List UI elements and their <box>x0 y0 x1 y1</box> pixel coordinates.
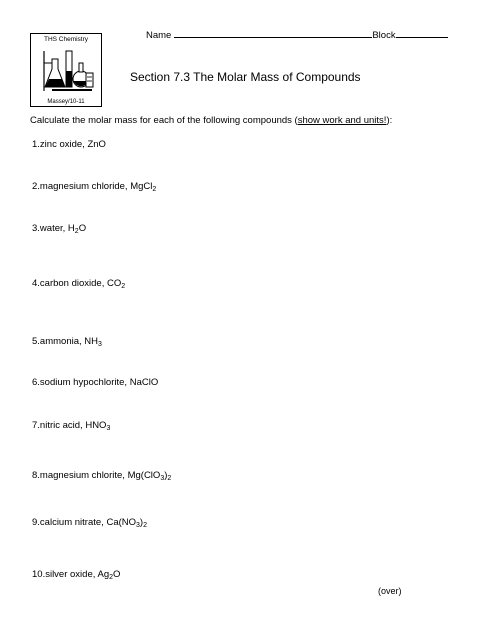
question-label: 5.ammonia, <box>32 336 85 347</box>
formula-subscript: 3 <box>136 522 140 529</box>
formula-text: NaClO <box>129 377 159 388</box>
question-item <box>32 139 106 150</box>
formula-text: H <box>67 223 75 234</box>
instructions <box>30 115 392 126</box>
question-label: 3.water, <box>32 223 68 234</box>
name-blank[interactable] <box>174 29 372 38</box>
logo-top-text: THS Chemistry <box>43 36 89 43</box>
formula-subscript: 2 <box>143 522 147 529</box>
formula-text: CO <box>107 278 122 289</box>
formula-subscript: 2 <box>167 475 172 482</box>
block-label: Block <box>372 30 396 41</box>
question-label: 7.nitric acid, <box>32 420 86 431</box>
question-item <box>32 223 86 234</box>
formula-subscript: 3 <box>160 475 165 482</box>
page-title: Section 7.3 The Molar Mass of Compounds <box>130 70 361 84</box>
formula-text: O <box>113 569 121 580</box>
formula-text: Ag <box>97 569 110 580</box>
question-label: 9.calcium nitrate, <box>32 517 107 528</box>
chemical-formula <box>87 139 105 150</box>
question-item <box>32 336 102 347</box>
formula-subscript: 2 <box>121 283 126 290</box>
name-block-line <box>146 29 448 41</box>
block-blank[interactable] <box>396 29 448 38</box>
formula-text: HNO <box>85 420 107 431</box>
question-label: 1.zinc oxide, <box>32 139 88 150</box>
formula-text: ZnO <box>87 139 106 150</box>
chemical-formula <box>128 470 172 481</box>
question-label: 4.carbon dioxide, <box>32 278 107 289</box>
formula-text: MgCl <box>130 181 153 192</box>
chemical-formula <box>68 223 86 234</box>
formula-text: ) <box>139 517 144 528</box>
chemical-formula <box>106 517 147 528</box>
question-label: 10.silver oxide, <box>32 569 98 580</box>
question-label: 2.magnesium chloride, <box>32 181 131 192</box>
chemical-formula <box>97 569 120 580</box>
formula-text: Ca(NO <box>106 517 137 528</box>
formula-subscript: 3 <box>98 341 102 348</box>
question-label: 6.sodium hypochlorite, <box>32 377 130 388</box>
formula-text: O <box>78 223 87 234</box>
instructions-emphasis: show work and units! <box>297 115 387 126</box>
chemical-formula <box>84 336 102 347</box>
question-label: 8.magnesium chlorite, <box>32 470 128 481</box>
formula-text: Mg(ClO <box>127 470 161 481</box>
formula-subscript: 2 <box>74 228 79 235</box>
question-item <box>32 569 120 580</box>
formula-subscript: 2 <box>152 186 157 193</box>
chemical-formula <box>107 278 125 289</box>
logo-bottom-text: Massey/10-11 <box>47 99 85 105</box>
lab-glassware-icon <box>38 45 94 93</box>
formula-text: NH <box>84 336 99 347</box>
over-note: (over) <box>378 586 402 596</box>
name-label: Name <box>146 30 172 41</box>
ths-chemistry-logo <box>30 33 102 107</box>
question-item <box>32 181 156 192</box>
instructions-text: Calculate the molar mass for each of the following compounds ( <box>30 115 298 126</box>
formula-subscript: 3 <box>106 425 111 432</box>
chemical-formula <box>130 181 156 192</box>
formula-subscript: 2 <box>109 574 114 581</box>
chemical-formula <box>130 377 159 388</box>
question-item <box>32 420 110 431</box>
formula-text: ) <box>164 470 168 481</box>
question-item <box>32 470 171 481</box>
question-item <box>32 377 158 388</box>
chemical-formula <box>85 420 110 431</box>
instructions-suffix: ): <box>386 115 393 126</box>
question-item <box>32 278 125 289</box>
question-item <box>32 517 147 528</box>
